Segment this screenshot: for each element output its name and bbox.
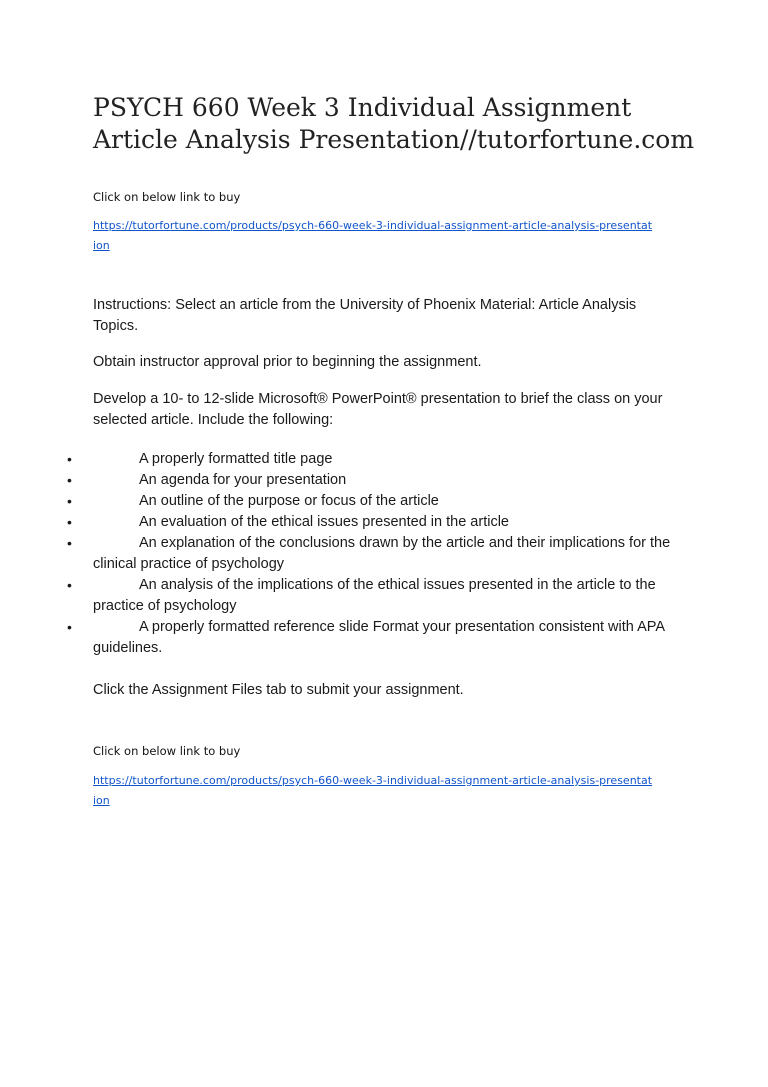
buy-label-bottom: Click on below link to buy: [93, 744, 241, 758]
list-item: [0, 449, 700, 470]
list-item: [0, 617, 700, 659]
buy-label-top: Click on below link to buy: [93, 190, 241, 204]
list-item: [0, 575, 700, 617]
bullet-icon: •: [67, 493, 72, 509]
list-item: [0, 491, 700, 512]
title-line-1: PSYCH 660 Week 3 Individual Assignment: [93, 93, 632, 122]
bullet-icon: •: [67, 514, 72, 530]
bullet-icon: •: [67, 577, 72, 593]
list-item-text: A properly formatted title page: [139, 451, 333, 467]
develop-paragraph: Develop a 10- to 12-slide Microsoft® PowerPoint® presentation to brief the class on your selected article. Include the following:: [93, 391, 663, 428]
title-line-2: Article Analysis Presentation//tutorfortune.com: [93, 125, 695, 154]
list-item: [0, 512, 700, 533]
buy-link-bottom[interactable]: https://tutorfortune.com/products/psych-660-week-3-individual-assignment-article-analysis-presentation: [93, 774, 653, 807]
requirements-list: [0, 449, 700, 659]
buy-link-top[interactable]: https://tutorfortune.com/products/psych-660-week-3-individual-assignment-article-analysis-presentation: [93, 219, 653, 252]
list-item: [0, 533, 700, 575]
list-item-text: An explanation of the conclusions drawn by the article and their implications for the clinical practice of psychology: [93, 535, 671, 572]
list-item: [0, 470, 700, 491]
bullet-icon: •: [67, 619, 72, 635]
instructions-paragraph: Instructions: Select an article from the University of Phoenix Material: Article Analysis Topics.: [93, 297, 637, 334]
list-item-text: An evaluation of the ethical issues presented in the article: [139, 514, 509, 530]
bullet-icon: •: [67, 535, 72, 551]
bullet-icon: •: [67, 472, 72, 488]
document-title: [93, 92, 733, 156]
list-item-text: An analysis of the implications of the ethical issues presented in the article to the practice of psychology: [93, 577, 656, 614]
submit-paragraph: Click the Assignment Files tab to submit your assignment.: [93, 682, 464, 698]
list-item-text: A properly formatted reference slide Format your presentation consistent with APA guidelines.: [93, 619, 665, 656]
bullet-icon: •: [67, 451, 72, 467]
approval-paragraph: Obtain instructor approval prior to beginning the assignment.: [93, 354, 482, 370]
list-item-text: An outline of the purpose or focus of the article: [139, 493, 439, 509]
list-item-text: An agenda for your presentation: [139, 472, 347, 488]
